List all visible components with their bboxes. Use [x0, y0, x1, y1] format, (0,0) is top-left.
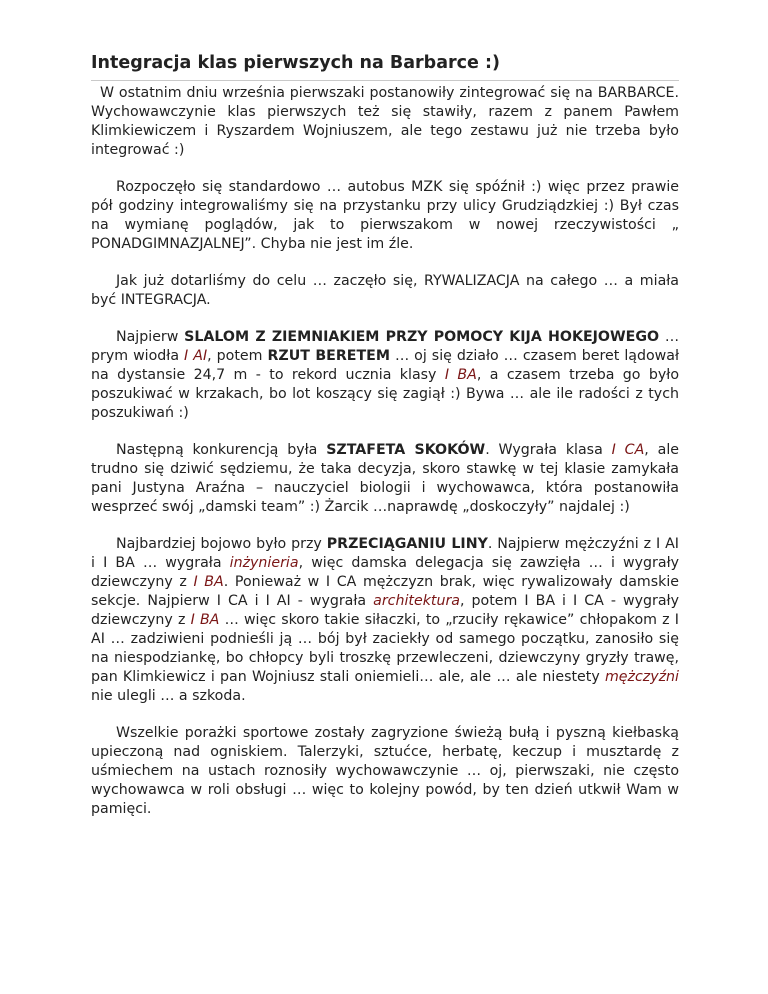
highlighted-event: SLALOM Z ZIEMNIAKIEM PRZY POMOCY KIJA HOKEJOWEGO — [184, 329, 660, 345]
paragraph-3 — [91, 272, 679, 310]
highlighted-event: PRZECIĄGANIU LINY — [326, 536, 488, 552]
text-run: . Wygrała klasa — [485, 442, 612, 458]
text-run: Rozpoczęło się standardowo … autobus MZK się spóźnił :) więc przez prawie pół godziny integrowaliśmy się na przystanku przy ulicy Grudziądzkiej :) Był czas na wymianę poglądów, jak to pierwszakom w nowej rzeczywistości „ PONADGIMNAZJALNEJ”. Chyba nie jest im źle. — [91, 179, 679, 252]
class-name: I BA — [190, 612, 220, 628]
highlighted-event: SZTAFETA SKOKÓW — [326, 442, 486, 458]
text-run: … więc skoro takie siłaczki, to „rzuciły rękawice” chłopakom z I AI … zadziwieni podnieśli ją … bój był zaciekły od samego początku, zanosiło się na niespodziankę, bo chłopcy byli troszkę przewleczeni, dziewczyny gryzły trawę, pan Klimkiewicz i pan Wojniusz stali oniemieli… ale, ale … ale niestety — [91, 612, 679, 685]
text-run: , potem — [207, 348, 268, 364]
text-run: W ostatnim dniu września pierwszaki postanowiły zintegrować się na BARBARCE. Wychowawczynie klas pierwszych też się stawiły, razem z panem Pawłem Klimkiewiczem i Ryszardem Wojniuszem, ale tego zestawu już nie trzeba było integrować :) — [91, 85, 679, 158]
paragraph-5 — [91, 441, 679, 517]
text-run: . Najpierw mężczyźni z I AI i I BA … wygrała — [91, 536, 679, 571]
class-name: I AI — [184, 348, 208, 364]
class-name: mężczyźni — [604, 669, 679, 685]
class-name: architektura — [373, 593, 460, 609]
class-name: I CA — [611, 442, 645, 458]
paragraph-7 — [91, 724, 679, 819]
text-run: , a czasem trzeba go było poszukiwać w krzakach, bo lot koszący się zagiął :) Bywa … ale ile radości z tych poszukiwań :) — [91, 367, 679, 421]
text-run: , więc damska delegacja się zawzięła … i wygrały dziewczyny z — [91, 555, 680, 590]
text-run: . Ponieważ w I CA mężczyzn brak, więc rywalizowały damskie sekcje. Najpierw I CA i I AI - wygrała — [91, 574, 679, 609]
text-run: Wszelkie porażki sportowe zostały zagryzione świeżą bułą i pyszną kiełbaską upieczoną nad ogniskiem. Talerzyki, sztućce, herbatę, keczup i musztardę z uśmiechem na ustach roznosiły wychowawczynie … oj, pierwszaki, nie często wychowawca w roli obsługi … więc to kolejny powód, by ten dzień utkwił Wam w pamięci. — [91, 725, 679, 817]
text-run: Najbardziej bojowo było przy — [116, 536, 327, 552]
class-name: I BA — [193, 574, 224, 590]
title-divider — [91, 80, 679, 81]
paragraph-6 — [91, 535, 679, 706]
paragraph-1 — [91, 84, 679, 160]
paragraph-4 — [91, 328, 679, 423]
text-run: … oj się działo … czasem beret lądował na dystansie 24,7 m - to rekord ucznia klasy — [91, 348, 679, 383]
text-run: , potem I BA i I CA - wygrały dziewczyny z — [91, 593, 679, 628]
text-run: , ale trudno się dziwić sędziemu, że taka decyzja, skoro stawkę w tej klasie zamykała pani Justyna Araźna – nauczyciel biologii i wychowawca, która postanowiła wesprzeć swój „damski team” :) Żarcik …naprawdę „doskoczyły” najdalej :) — [91, 442, 680, 515]
class-name: inżynieria — [229, 555, 299, 571]
class-name: I BA — [444, 367, 477, 383]
highlighted-event: RZUT BERETEM — [267, 348, 390, 364]
text-run: … prym wiodła — [91, 329, 680, 364]
article-body — [91, 84, 679, 837]
text-run: Najpierw — [116, 329, 185, 345]
text-run: nie ulegli … a szkoda. — [91, 688, 246, 704]
article-title: Integracja klas pierwszych na Barbarce :) — [91, 53, 500, 73]
text-run: Jak już dotarliśmy do celu … zaczęło się, RYWALIZACJA na całego … a miała być INTEGRACJA. — [91, 273, 679, 308]
paragraph-2 — [91, 178, 679, 254]
text-run: Następną konkurencją była — [116, 442, 327, 458]
